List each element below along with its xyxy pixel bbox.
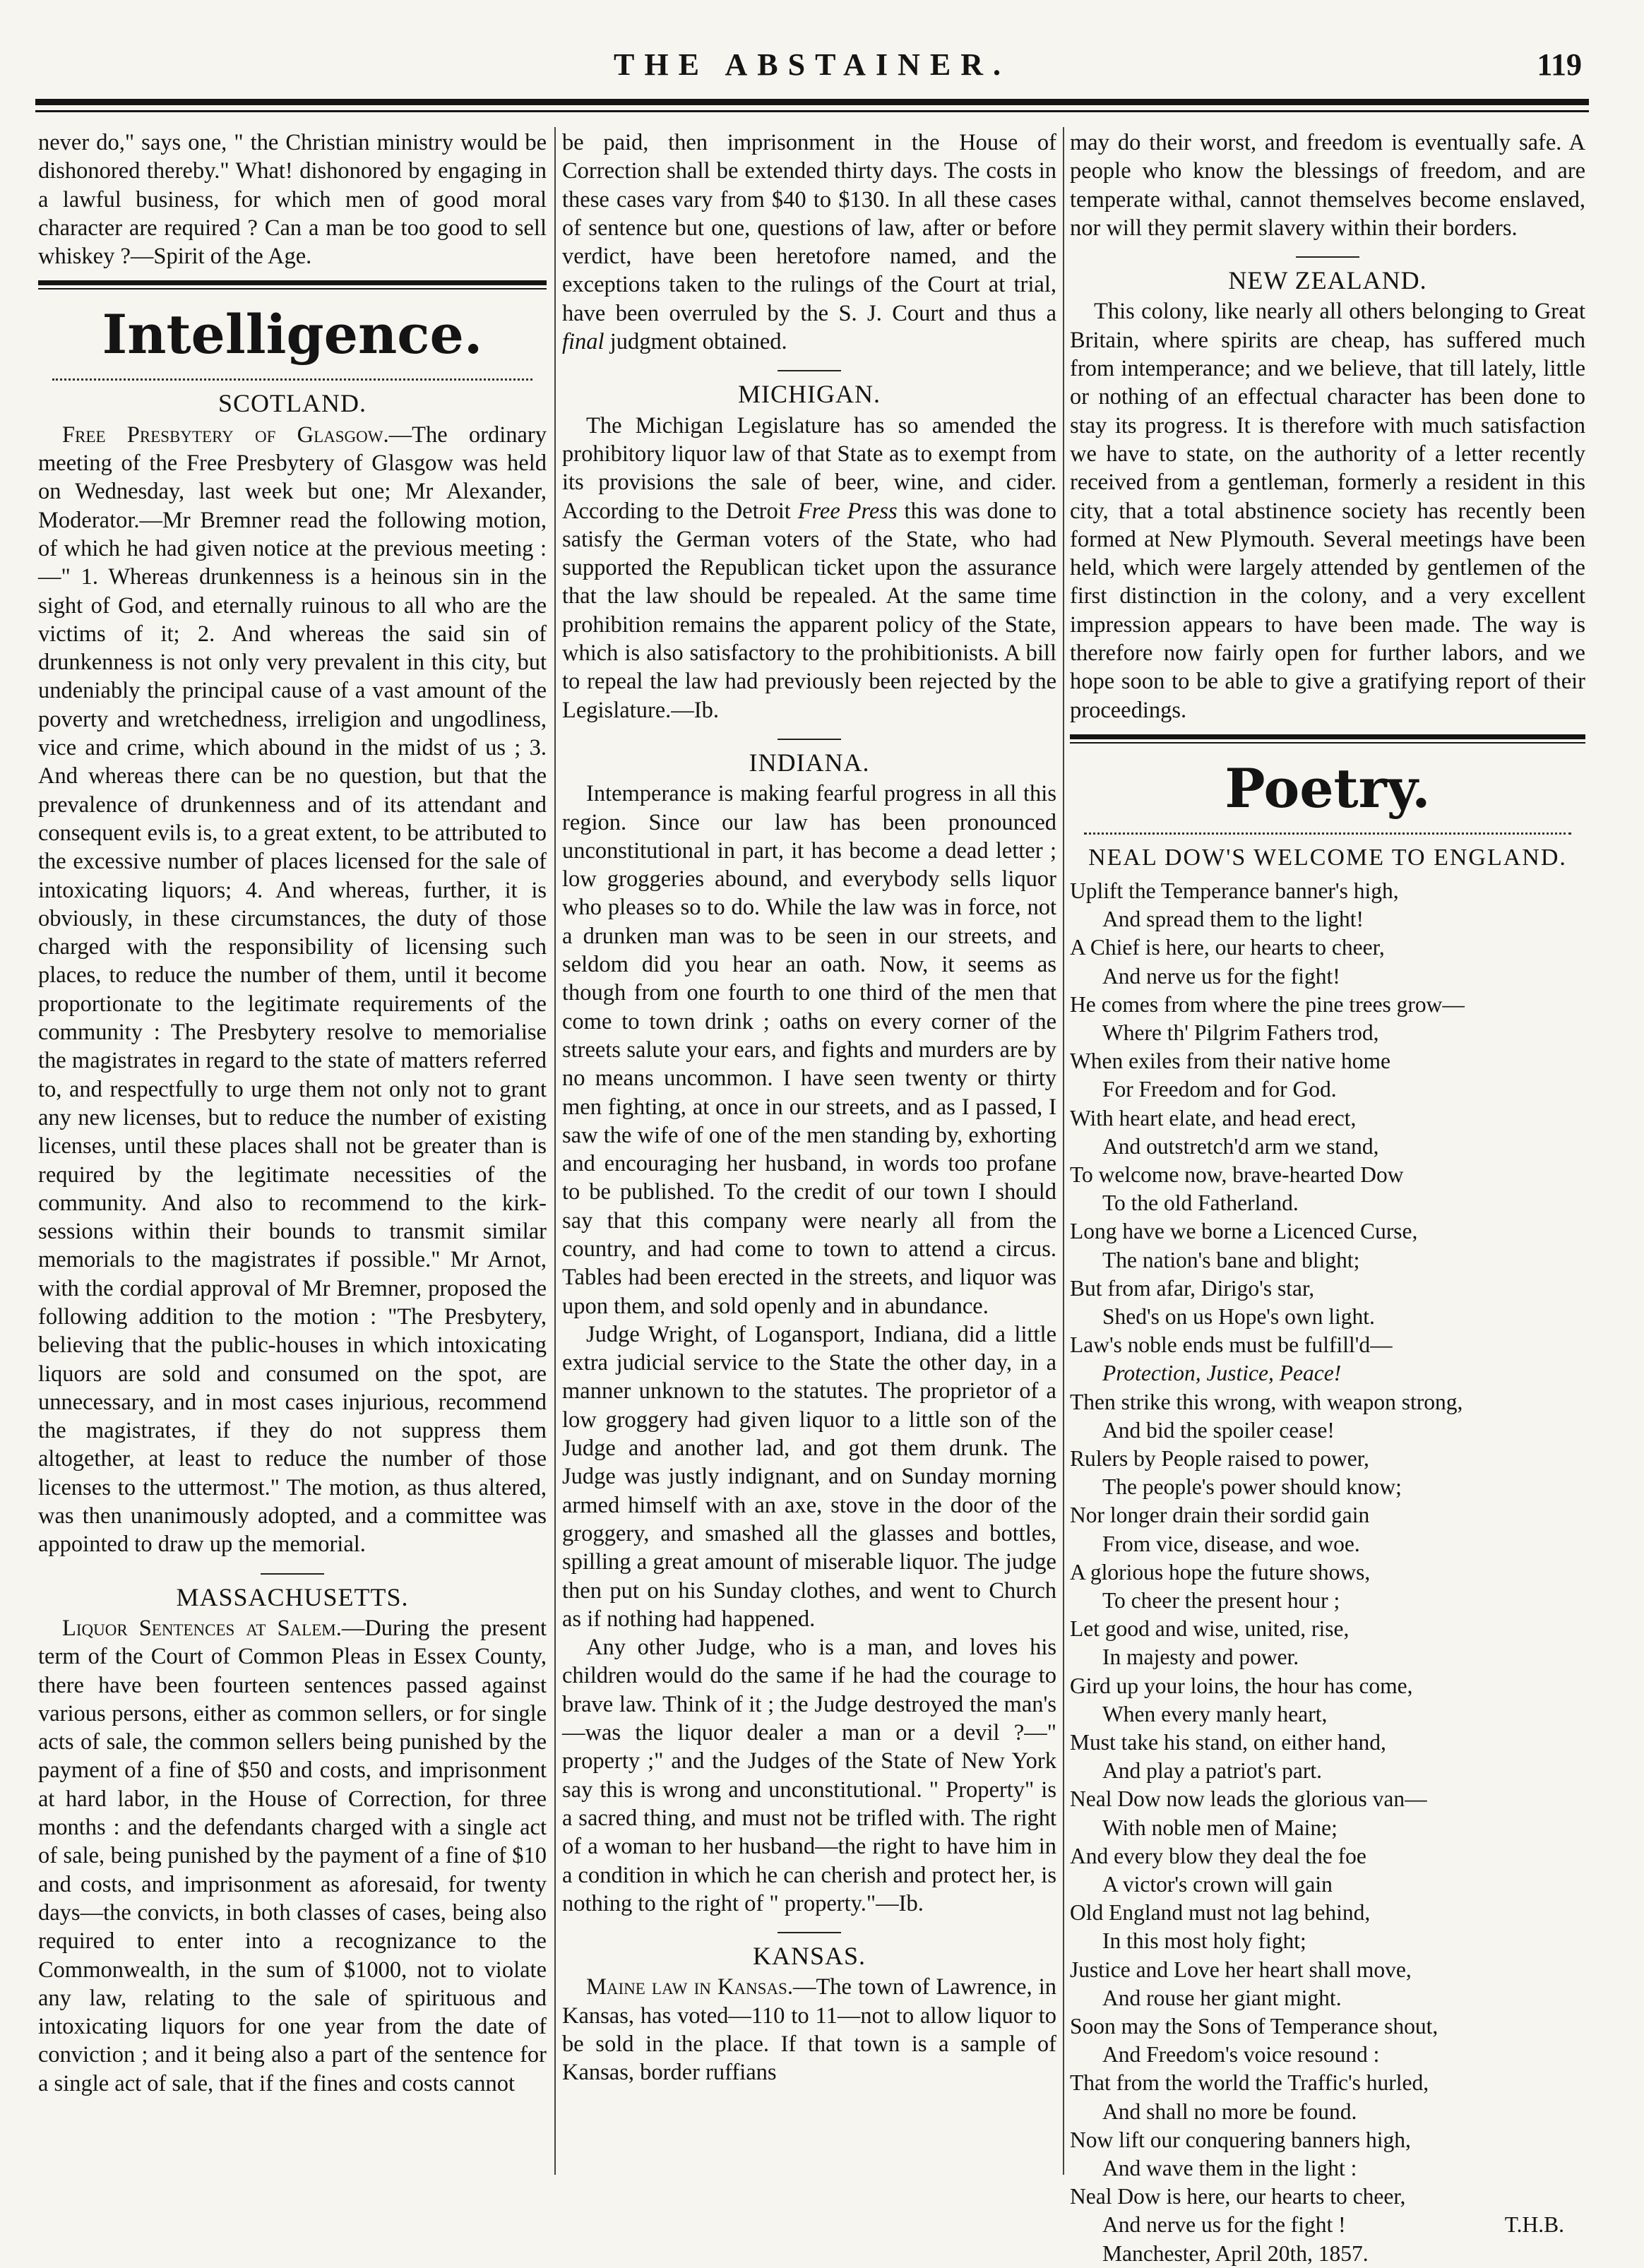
header-rule-thin xyxy=(35,110,1589,112)
text-run: judgment obtained. xyxy=(604,329,787,355)
poem-line: Nor longer drain their sordid gain xyxy=(1070,1503,1370,1528)
emphasis: Free Press xyxy=(797,498,898,524)
running-header xyxy=(35,47,1589,89)
poem-line: That from the world the Traffic's hurled, xyxy=(1070,2070,1429,2096)
poem-line: A glorious hope the future shows, xyxy=(1070,1559,1371,1584)
poem-line: Let good and wise, united, rise, xyxy=(1070,1616,1350,1642)
poem-line: And spread them to the light! xyxy=(1102,907,1364,932)
poem-line: Soon may the Sons of Temperance shout, xyxy=(1070,2014,1438,2039)
poem-line: To the old Fatherland. xyxy=(1102,1190,1299,1216)
page-number: 119 xyxy=(1537,47,1582,82)
article-indiana-p1: Intemperance is making fearful progress in all this region. Since our law has been pronounced unconstitutional in part, it has become a dead letter ; low groggeries abound, and everybody sells liquor who pleases so to do. While the law was in force, not a drunken man was to be seen in our streets, and seldom did you hear an oath. Now, it seems as though from one fourth to one third of the men that come to town drink ; oaths on every corner of the streets salute your ears, and fights and murders are by no means uncommon. I have seen twenty or thirty men fighting, at once in our streets, and as I passed, I saw the wife of one of the men standing by, exhorting and encouraging her husband, in words too profane to be published. To the credit of our town I should say that this company were nearly all from the country, and had come to town to attend a circus. Tables had been erected in the streets, and liquor was upon them, and sold openly and in abundance. xyxy=(562,781,1056,1319)
poem-line: Justice and Love her heart shall move, xyxy=(1070,1957,1412,1982)
journal-title: THE ABSTAINER. xyxy=(614,47,1011,82)
poem-line: Protection, Justice, Peace! xyxy=(1102,1361,1342,1386)
poem-line: In this most holy fight; xyxy=(1102,1928,1306,1954)
poem-line: From vice, disease, and woe. xyxy=(1102,1531,1360,1556)
emphasis: final xyxy=(562,329,604,355)
poem-line: Shed's on us Hope's own light. xyxy=(1102,1303,1375,1329)
poem-line: And outstretch'd arm we stand, xyxy=(1102,1133,1379,1159)
poem-line: And wave them in the light : xyxy=(1102,2156,1357,2181)
poem-line: A victor's crown will gain xyxy=(1102,1872,1333,1897)
article-indiana-p3: Any other Judge, who is a man, and loves his children would do the same if he had the courage to brave law. Think of it ; the Judge destroyed the man's—was the liquor dealer a man or a devil ?—" property ;" and the Judges of the State of New York say this is wrong and unconstitutional. " Property" is a sacred thing, and must not be trifled with. The right of a woman to her husband—the right to have him in a condition in which he can cherish and protect her, is nothing to the right of " property."—Ib. xyxy=(562,1635,1056,1916)
ornamental-rule xyxy=(52,370,532,381)
poem-line: Old England must not lag behind, xyxy=(1070,1900,1371,1926)
poem-line: With noble men of Maine; xyxy=(1102,1815,1338,1840)
poem-line: When exiles from their native home xyxy=(1070,1049,1390,1074)
poem-line: When every manly heart, xyxy=(1102,1701,1328,1726)
poem-line: And rouse her giant might. xyxy=(1102,1985,1342,2010)
poem-line: A Chief is here, our hearts to cheer, xyxy=(1070,935,1385,960)
poem-line: Must take his stand, on either hand, xyxy=(1070,1730,1386,1755)
text-run: The Michigan Legislature has so amended the prohibitory liquor law of that State as to exempt from its provisions the sale of beer, wine, and cider. According to the Detroit xyxy=(562,412,1056,524)
article-separator xyxy=(261,1573,324,1575)
section-rule xyxy=(38,280,547,290)
continued-paragraph-3: may do their worst, and freedom is eventually safe. A people who know the blessings of freedom, and are temperate withal, cannot themselves become enslaved, nor will they permit slavery within their borders. xyxy=(1070,130,1585,241)
poem-line: And play a patriot's part. xyxy=(1102,1758,1322,1784)
poem-line: Law's noble ends must be fulfill'd— xyxy=(1070,1332,1393,1358)
poem-line: And nerve us for the fight! xyxy=(1102,963,1340,989)
text-run: this was done to satisfy the German voters of the State, who had supported the Republican ticket upon the assurance that the law should be repealed. At the same time prohibition remains the apparent policy of the State, which is also satisfactory to the prohibitionists. A bill to repeal the law had previously been rejected by the Legislature.—Ib. xyxy=(562,498,1056,723)
poem-line: The nation's bane and blight; xyxy=(1102,1247,1360,1272)
poem-line: And Freedom's voice resound : xyxy=(1102,2042,1380,2067)
continued-paragraph-2 xyxy=(562,129,1056,356)
column-3 xyxy=(1070,129,1585,2268)
poem-line: And shall no more be found. xyxy=(1102,2099,1357,2124)
poem-line: And nerve us for the fight ! xyxy=(1102,2212,1346,2238)
section-heading-intelligence: Intelligence. xyxy=(102,303,483,366)
poem-dateline: Manchester, April 20th, 1857. xyxy=(1102,2240,1369,2266)
poem-line: Uplift the Temperance banner's high, xyxy=(1070,878,1399,903)
article-separator xyxy=(778,370,841,371)
poem-line: Neal Dow is here, our hearts to cheer, xyxy=(1070,2184,1406,2209)
heading-massachusetts: MASSACHUSETTS. xyxy=(176,1582,409,1611)
heading-kansas: KANSAS. xyxy=(752,1942,866,1971)
article-new-zealand: This colony, like nearly all others belonging to Great Britain, where spirits are cheap, has suffered much from intemperance; and we believe, that till lately, little or nothing of an effectual character has been done to stay its progress. It is therefore with much satisfaction we have to state, on the authority of a letter recently received from a gentleman, formerly a resident in this city, that a total abstinence society has recently been formed at New Plymouth. Several meetings have been held, which were largely attended by gentlemen of the first distinction in the colony, and a very excellent impression appears to have been made. The way is therefore now fairly open for further labors, and we hope soon to be able to give a gratifying report of their proceedings. xyxy=(1070,299,1585,723)
text-run: be paid, then imprisonment in the House of Correction shall be extended thirty days. The costs in these cases vary from $40 to $130. In all these cases of sentence but one, questions of law, after or before verdict, have been heretofore named, and the exceptions taken to the rulings of the Court at trial, have been overruled by the S. J. Court and thus a xyxy=(562,130,1056,326)
poem-line: Now lift our conquering banners high, xyxy=(1070,2127,1411,2152)
lead-in-kansas: Maine law in Kansas. xyxy=(586,1974,793,2000)
poem-line: To cheer the present hour ; xyxy=(1102,1588,1340,1613)
continued-paragraph: never do," says one, " the Christian ministry would be dishonored thereby." What! dishonored by engaging in a lawful business, for which men of good moral character are required ? Can a man be too good to sell whiskey ?—Spirit of the Age. xyxy=(38,130,547,270)
heading-scotland: SCOTLAND. xyxy=(218,389,367,418)
poem-line: To welcome now, brave-hearted Dow xyxy=(1070,1162,1404,1187)
column-2 xyxy=(562,129,1056,2087)
article-massachusetts xyxy=(38,1614,547,2098)
poem-line: For Freedom and for God. xyxy=(1102,1077,1337,1102)
ornamental-rule xyxy=(1084,824,1571,835)
column-divider-2 xyxy=(1063,127,1064,2175)
heading-new-zealand: NEW ZEALAND. xyxy=(1228,266,1427,295)
body-kansas: —The town of Lawrence, in Kansas, has voted—110 to 11—not to allow liquor to be sold in the place. If that town is a sample of Kansas, border ruffians xyxy=(562,1974,1056,2086)
column-1 xyxy=(38,129,547,2098)
article-separator xyxy=(778,1932,841,1933)
poem-body xyxy=(1070,877,1585,2212)
poem-line: He comes from where the pine trees grow— xyxy=(1070,991,1465,1017)
heading-indiana: INDIANA. xyxy=(749,748,870,777)
article-scotland xyxy=(38,421,547,1559)
body-scotland: —The ordinary meeting of the Free Presbytery of Glasgow was held on Wednesday, last week but one; Mr Alexander, Moderator.—Mr Bremner read the following motion, of which he had given notice at the previous meeting : —" 1. Whereas drunkenness is a heinous sin in the sight of God, and eternally ruinous to all who are the victims of it; 2. And whereas the said sin of drunkenness is not only very prevalent in this city, but undeniably the principal cause of a vast amount of the poverty and wretchedness, irreligion and ungodliness, vice and crime, which abound in the midst of us ; 3. And whereas there can be no question, but that the prevalence of drunkenness and of its attendant and consequent evils is, to a great extent, to be attributed to the excessive number of places licensed for the sale of intoxicating liquors; 4. And whereas, further, it is obviously, in these circumstances, the duty of those charged with the responsibility of licensing such places, to reduce the number of them, until it become proportionate to the legitimate requirements of the community : The Presbytery resolve to memorialise the magistrates in regard to the state of matters referred to, and respectfully to urge them not only not to grant any new licenses, but to reduce the number of existing licenses, until these places shall not be greater than is required by the legitimate necessities of the community. And also to recommend to the kirk-sessions within their bounds to transmit similar memorials to the magistrates if possible." Mr Arnot, with the cordial approval of Mr Bremner, proposed the following addition to the motion : "The Presbytery, believing that the public-houses in which intoxicating liquors are sold and consumed on the spot, are unnecessary, and in most cases injurious, recommend the magistrates, if they do not suppress them altogether, at least to reduce the number of those licenses to the uttermost." The motion, as thus altered, was then unanimously adopted, and a committee was appointed to draw up the memorial. xyxy=(38,422,547,1558)
column-divider-1 xyxy=(554,127,556,2175)
poem-line: Where th' Pilgrim Fathers trod, xyxy=(1102,1020,1379,1045)
section-heading-poetry: Poetry. xyxy=(1225,756,1431,820)
poem-line: Long have we borne a Licenced Curse, xyxy=(1070,1219,1418,1244)
body-massachusetts: —During the present term of the Court of Common Pleas in Essex County, there have been fourteen sentences passed against various persons, either as common sellers, or for single acts of sale, the common sellers being punished by the payment of a fine of $50 and costs, and imprisonment at hard labor, in the House of Correction, for three months : and the defendants charged with a single act of sale, being punished by the payment of a fine of $10 and costs, and imprisonment as aforesaid, for twenty days—the convicts, in both classes of cases, being also required to enter into a recognizance to the Commonwealth, in the sum of $1000, not to violate any law, relating to the sale of spirituous and intoxicating liquors for one year from the date of conviction ; and it being also a part of the sentence for a single act of sale, that if the fines and costs cannot xyxy=(38,1615,547,2096)
poem-line: And every blow they deal the foe xyxy=(1070,1843,1366,1868)
poem-title: NEAL DOW'S WELCOME TO ENGLAND. xyxy=(1088,844,1567,871)
article-kansas xyxy=(562,1973,1056,2087)
poem-line: The people's power should know; xyxy=(1102,1474,1402,1500)
poem-line: Neal Dow now leads the glorious van— xyxy=(1070,1786,1427,1812)
article-separator xyxy=(778,739,841,740)
article-indiana-p2: Judge Wright, of Logansport, Indiana, did a little extra judicial service to the State the other day, in a manner unknown to the statutes. The proprietor of a low groggery had given liquor to a little son of the Judge and another lad, and got them drunk. The Judge was justly indignant, and on Sunday morning armed himself with an axe, stove in the door of the groggery, and smashed all the glasses and bottles, spilling a great amount of miserable liquor. The judge then put on his Sunday clothes, and went to Church as if nothing had happened. xyxy=(562,1321,1056,1632)
article-separator xyxy=(1296,256,1359,258)
poem-line: But from afar, Dirigo's star, xyxy=(1070,1275,1315,1301)
article-michigan xyxy=(562,412,1056,724)
poem-line: And bid the spoiler cease! xyxy=(1102,1417,1335,1443)
header-rule-thick xyxy=(35,99,1589,105)
poem-line: Rulers by People raised to power, xyxy=(1070,1446,1369,1471)
poem-line: Then strike this wrong, with weapon strong, xyxy=(1070,1389,1463,1414)
poem-line: With heart elate, and head erect, xyxy=(1070,1105,1357,1130)
lead-in-scotland: Free Presbytery of Glasgow. xyxy=(62,422,389,448)
heading-michigan: MICHIGAN. xyxy=(738,380,881,409)
poem-line: In majesty and power. xyxy=(1102,1645,1299,1670)
poem-line: Gird up your loins, the hour has come, xyxy=(1070,1673,1413,1698)
poem-last-line xyxy=(1070,2211,1585,2239)
lead-in-massachusetts: Liquor Sentences at Salem. xyxy=(62,1615,342,1641)
author-signature: T.H.B. xyxy=(1504,2212,1564,2238)
section-rule xyxy=(1070,734,1585,744)
